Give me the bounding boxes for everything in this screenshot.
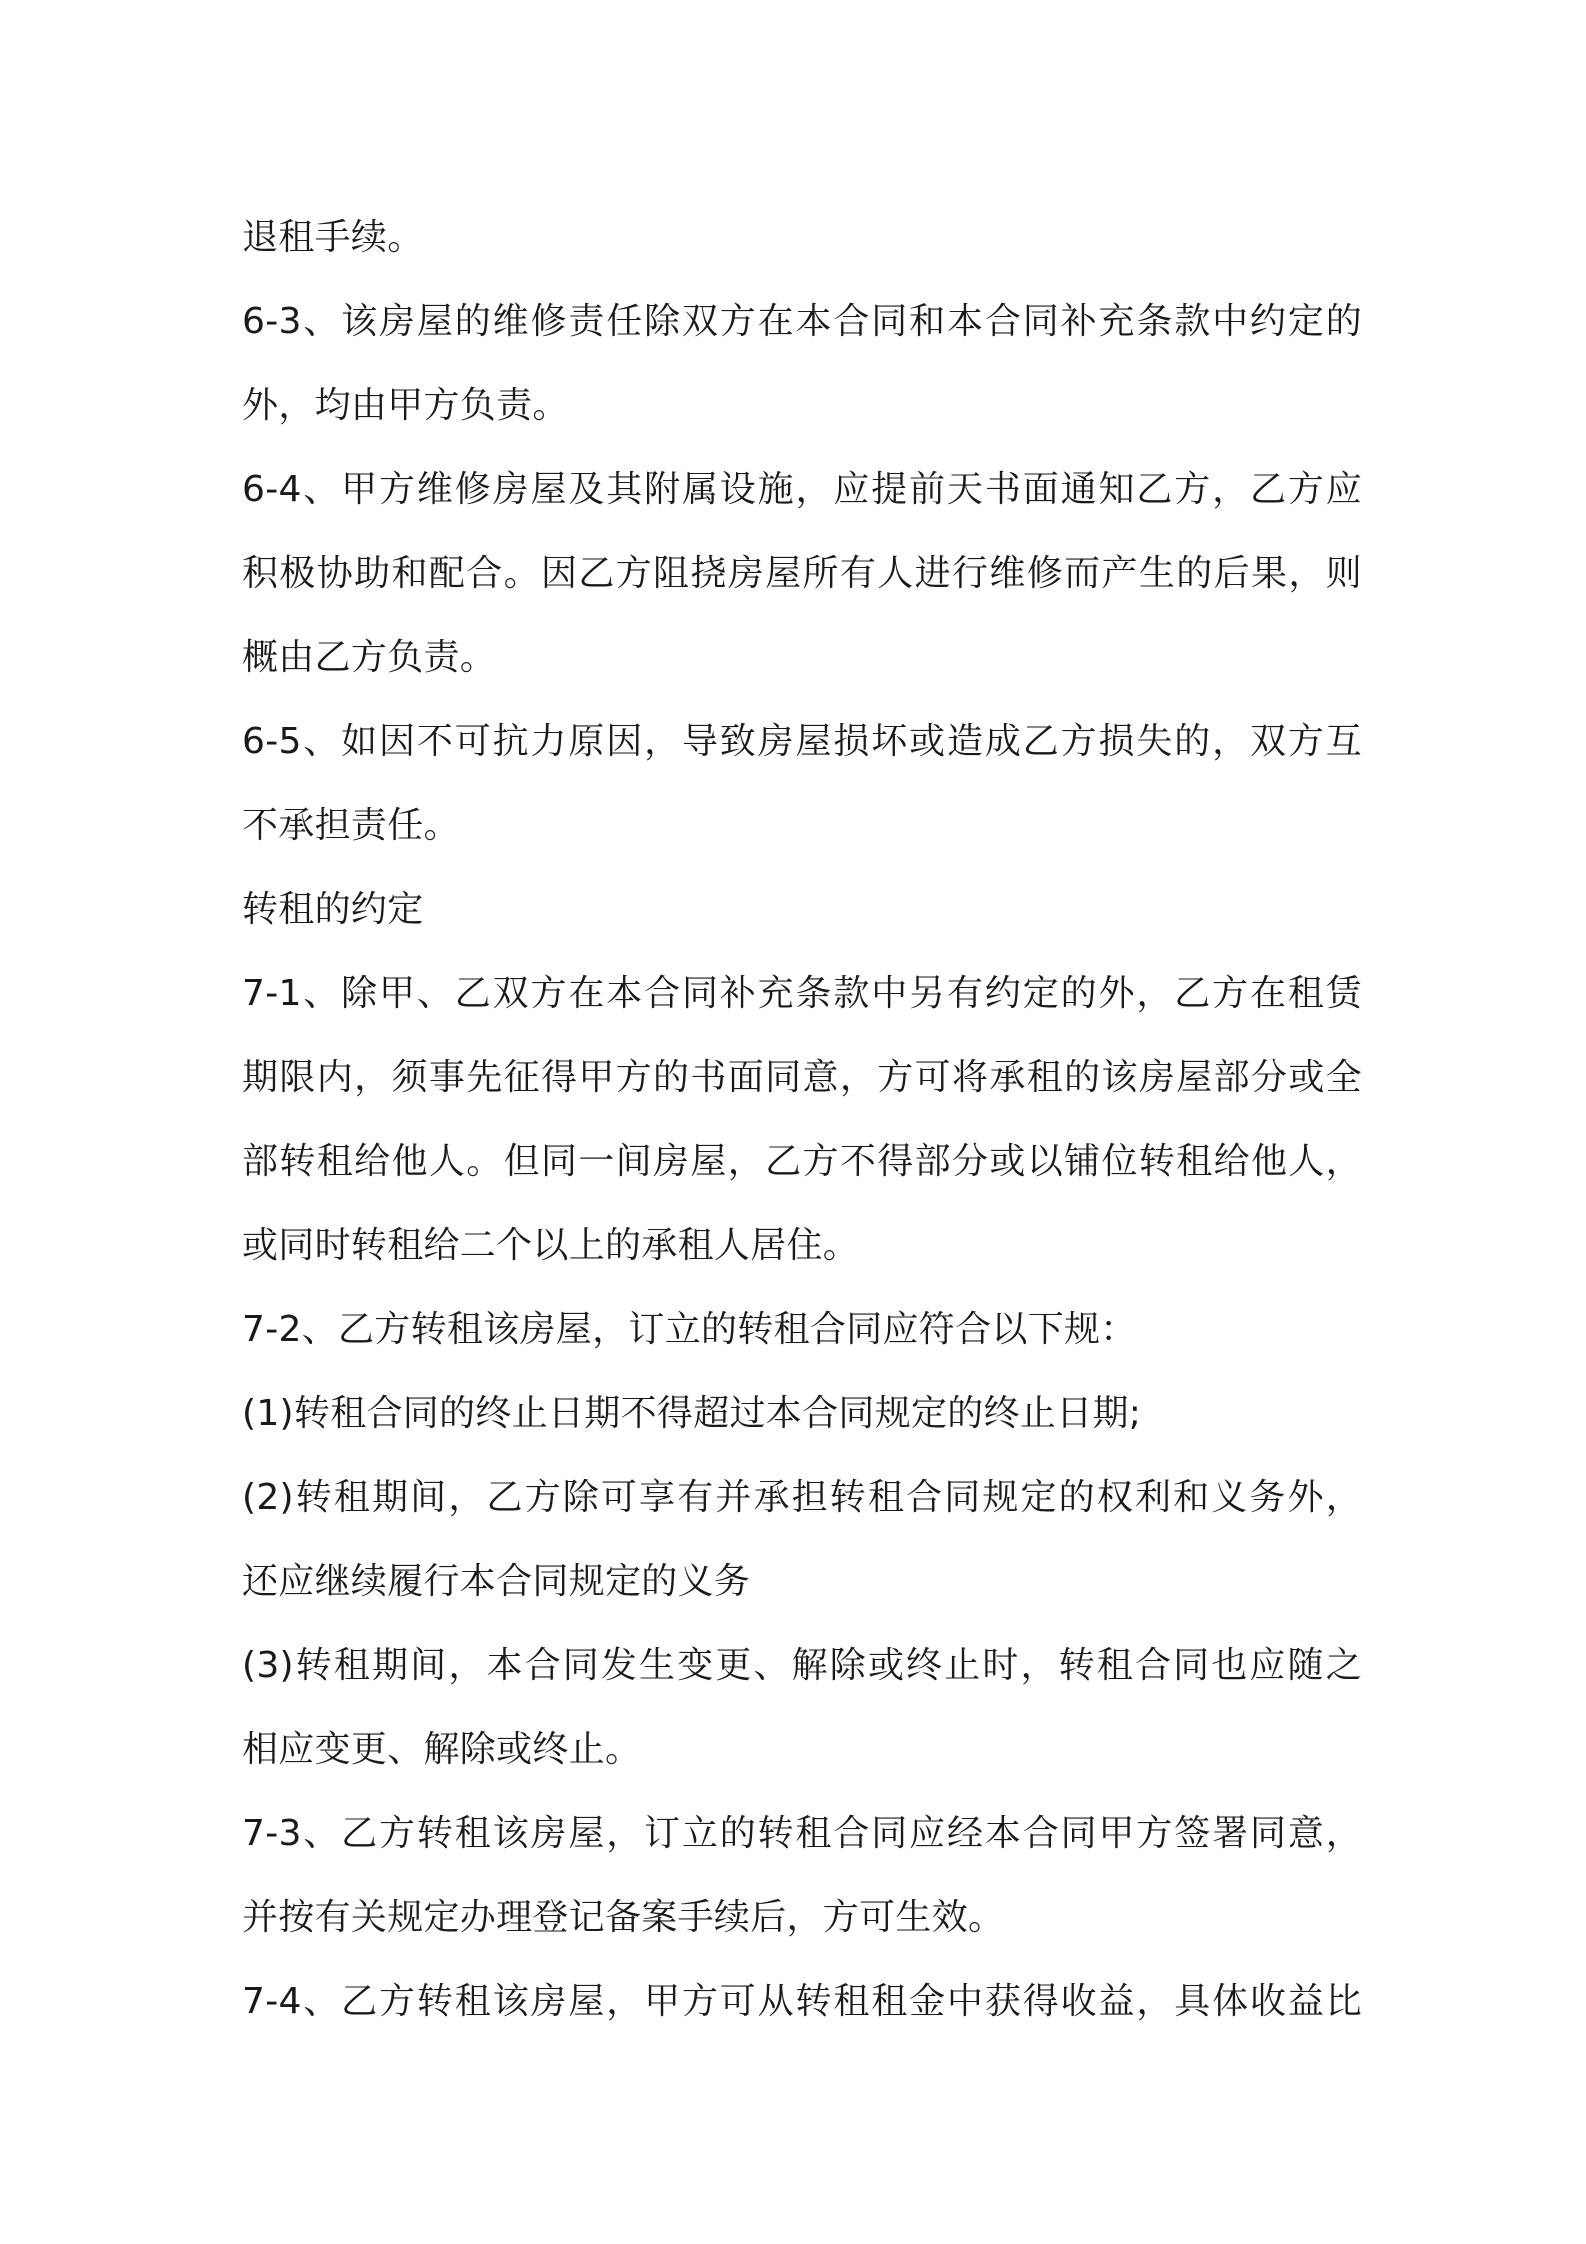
text-line: 6-3、该房屋的维修责任除双方在本合同和本合同补充条款中约定的 xyxy=(242,301,1362,342)
text-line: 并按有关规定办理登记备案手续后，方可生效。 xyxy=(242,1897,1005,1938)
text-line: (3)转租期间，本合同发生变更、解除或终止时，转租合同也应随之 xyxy=(242,1645,1362,1686)
text-line: 积极协助和配合。因乙方阻挠房屋所有人进行维修而产生的后果，则 xyxy=(242,553,1362,594)
text-line: 不承担责任。 xyxy=(242,805,460,846)
text-line: 相应变更、解除或终止。 xyxy=(242,1729,642,1770)
text-line: (1)转租合同的终止日期不得超过本合同规定的终止日期; xyxy=(242,1393,1142,1434)
text-line: 6-5、如因不可抗力原因，导致房屋损坏或造成乙方损失的，双方互 xyxy=(242,721,1362,762)
text-line: 概由乙方负责。 xyxy=(242,637,497,678)
text-line: 7-4、乙方转租该房屋，甲方可从转租租金中获得收益，具体收益比 xyxy=(242,1981,1362,2022)
text-line: (2)转租期间，乙方除可享有并承担转租合同规定的权利和义务外， xyxy=(242,1477,1362,1518)
text-line: 或同时转租给二个以上的承租人居住。 xyxy=(242,1225,860,1266)
text-line: 6-4、甲方维修房屋及其附属设施，应提前天书面通知乙方，乙方应 xyxy=(242,469,1362,510)
text-line: 部转租给他人。但同一间房屋，乙方不得部分或以铺位转租给他人， xyxy=(242,1141,1362,1182)
text-line: 外，均由甲方负责。 xyxy=(242,385,569,426)
text-line: 7-2、乙方转租该房屋，订立的转租合同应符合以下规： xyxy=(242,1309,1137,1350)
text-line: 还应继续履行本合同规定的义务 xyxy=(242,1561,751,1602)
text-line: 退租手续。 xyxy=(242,217,424,258)
text-line: 7-1、除甲、乙双方在本合同补充条款中另有约定的外，乙方在租赁 xyxy=(242,973,1362,1014)
text-line: 7-3、乙方转租该房屋，订立的转租合同应经本合同甲方签署同意， xyxy=(242,1813,1362,1854)
section-heading: 转租的约定 xyxy=(242,889,424,930)
document-page xyxy=(242,196,1362,2044)
text-line: 期限内，须事先征得甲方的书面同意，方可将承租的该房屋部分或全 xyxy=(242,1057,1362,1098)
